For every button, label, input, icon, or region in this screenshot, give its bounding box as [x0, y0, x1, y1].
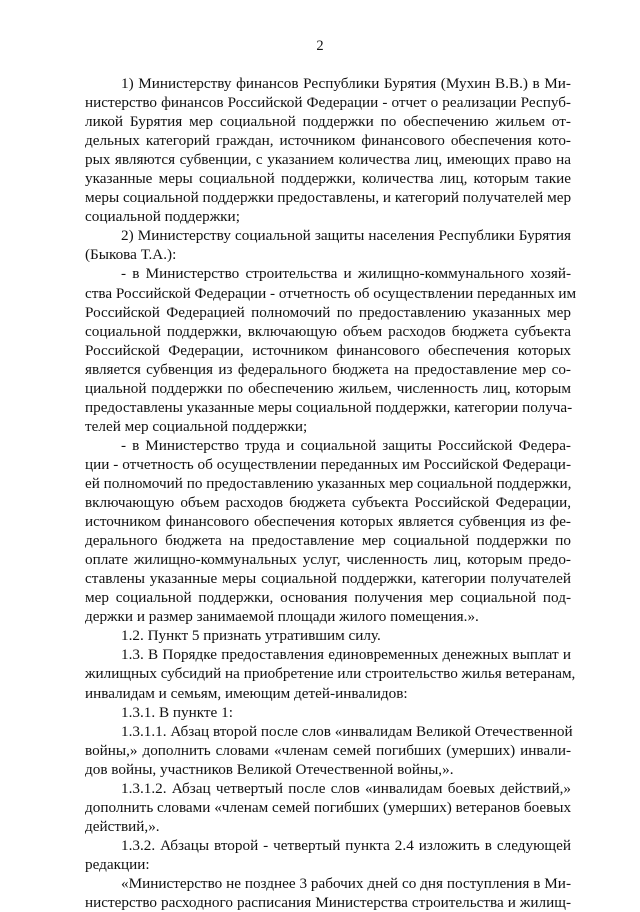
text-line: инвалидам и семьям, имеющим детей-инвалидов:: [85, 684, 408, 702]
paragraph: [85, 626, 571, 645]
paragraph: [85, 703, 571, 722]
text-line: рых являются субвенции, с указанием количества лиц, имеющих право на: [85, 151, 571, 169]
paragraph: [85, 436, 571, 626]
text-line: 2) Министерству социальной защиты населения Республики Бурятия: [121, 227, 571, 245]
text-line: включающую объем расходов бюджета субъекта Российской Федерации,: [85, 494, 571, 512]
text-line: (Быкова Т.А.):: [85, 246, 177, 264]
text-line: дерального бюджета на предоставление мер социальной поддержки по: [85, 532, 571, 550]
paragraph: [85, 779, 571, 836]
paragraph: [85, 836, 571, 874]
text-line: войны,» дополнить словами «членам семей погибших (умерших) инвали-: [85, 741, 571, 759]
text-line: предоставлены указанные меры социальной поддержки, категории получа-: [85, 398, 573, 416]
text-line: держки и размер занимаемой площади жилого помещения.».: [85, 608, 479, 626]
paragraph: [85, 722, 571, 779]
text-line: источником финансового обеспечения которых является субвенция из фе-: [85, 513, 571, 531]
text-line: дов войны, участников Великой Отечественной войны,».: [85, 760, 454, 778]
text-line: дельных категорий граждан, источником финансового обеспечения кото-: [85, 132, 571, 150]
text-line: 1) Министерству финансов Республики Бурятия (Мухин В.В.) в Ми-: [121, 75, 571, 92]
text-line: 1.3.1.2. Абзац четвертый после слов «инвалидам боевых действий,»: [121, 779, 571, 797]
text-line: меры социальной поддержки предоставлены, и категорий получателей мер: [85, 189, 572, 207]
text-line: действий,».: [85, 817, 160, 835]
paragraph: [85, 874, 571, 912]
text-line: - в Министерство строительства и жилищно-коммунального хозяй-: [121, 265, 571, 283]
text-line: ликой Бурятия мер социальной поддержки по обеспечению жильем от-: [85, 113, 571, 131]
text-line: ставлены указанные меры социальной поддержки, категории получателей: [85, 570, 571, 588]
text-line: Российской Федерации, источником финансового обеспечения которых: [85, 341, 571, 359]
text-line: 1.3.1. В пункте 1:: [121, 703, 233, 721]
text-line: жилищных субсидий на приобретение или строительство жилья ветеранам,: [85, 665, 576, 683]
text-line: социальной поддержки, включающую объем расходов бюджета субъекта: [85, 322, 571, 340]
text-line: является субвенция из федерального бюджета на предоставление мер со-: [85, 360, 571, 378]
document-body: [85, 74, 577, 912]
paragraph: [85, 226, 571, 264]
text-line: оплате жилищно-коммунальных услуг, численность лиц, которым предо-: [85, 551, 571, 569]
text-line: циальной поддержки по обеспечению жильем, численность лиц, которым: [85, 379, 571, 397]
text-line: Российской Федерацией полномочий по предоставлению указанных мер: [85, 303, 571, 321]
text-line: нистерство финансов Российской Федерации - отчет о реализации Респуб-: [85, 94, 571, 112]
page-number: 2: [316, 38, 324, 54]
text-line: мер социальной поддержки, основания получения мер социальной под-: [85, 589, 571, 607]
text-line: ства Российской Федерации - отчетность об осуществлении переданных им: [85, 284, 577, 302]
paragraph: [85, 74, 571, 226]
text-line: 1.3.1.1. Абзац второй после слов «инвалидам Великой Отечественной: [121, 722, 573, 740]
text-line: 1.2. Пункт 5 признать утратившим силу.: [121, 627, 381, 645]
text-line: 1.3.2. Абзацы второй - четвертый пункта 2.4 изложить в следующей: [121, 836, 571, 854]
text-line: «Министерство не позднее 3 рабочих дней со дня поступления в Ми-: [121, 874, 571, 892]
text-line: редакции:: [85, 855, 150, 873]
text-line: дополнить словами «членам семей погибших (умерших) ветеранов боевых: [85, 798, 572, 816]
text-line: ции - отчетность об осуществлении переданных им Российской Федераци-: [85, 455, 571, 473]
text-line: 1.3. В Порядке предоставления единовременных денежных выплат и: [121, 646, 571, 664]
text-line: ей полномочий по предоставлению указанных мер социальной поддержки,: [85, 474, 572, 492]
text-line: телей мер социальной поддержки;: [85, 417, 308, 435]
text-line: социальной поддержки;: [85, 208, 240, 226]
paragraph: [85, 645, 576, 702]
text-line: указанные меры социальной поддержки, количества лиц, которым такие: [85, 170, 571, 188]
text-line: нистерство расходного расписания Министерства строительства и жилищ-: [85, 894, 571, 912]
text-line: - в Министерство труда и социальной защиты Российской Федера-: [121, 436, 571, 454]
paragraph: [85, 264, 577, 435]
